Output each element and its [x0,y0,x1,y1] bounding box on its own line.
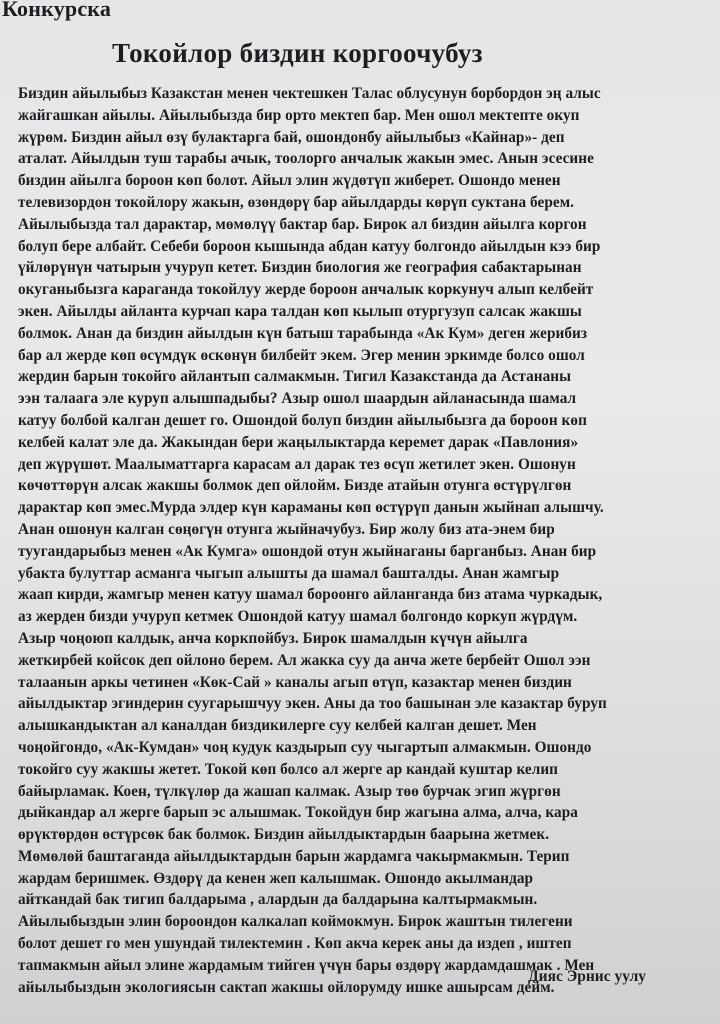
essay-body [18,83,718,998]
author-signature: Дияс Эрнис уулу [528,968,647,985]
body-line: экен. Айылды айланта курчап кара талдан көп кылып отургузуп салсак жакшы [18,302,582,320]
body-line: аз жерден бизди учуруп кетмек Ошондой катуу шамал болгондо коркуп жүрдүм. [18,608,578,626]
body-line: катуу болбой калган дешет го. Ошондой болуп биздин айылыбызга да бороон көп [18,411,587,429]
body-line: жеткирбей койсок деп ойлоно берем. Ал жакка суу да анча жете бербейт Ошол ээн [18,651,591,669]
body-line: Биздин айылыбыз Казакстан менен чектешкен Талас облусунун борбордон эң алыс [18,85,601,102]
body-line: болот дешет го мен ушундай тилектемин . Көп акча керек аны да издеп , иштеп [18,935,572,953]
body-line: Айылыбыздын элин бороондон калкалап коймокмун. Бирок жаштын тилегени [18,913,573,931]
body-line: убакта булуттар асманга чыгып алышты да шамал башталды. Анан жамгыр [18,564,560,582]
body-line: жаап кирди, жамгыр менен катуу шамал бороонго айланганда биз атама чуркадык, [18,586,603,604]
body-line: тапмакмын айыл элине жардамым тийген үчүн бары өздөрү жардамдашмак . Мен [18,956,595,974]
body-line: айылыбыздын экологиясын сактап жакшы ойлорумду ишке ашырсам дейм. [18,978,555,996]
body-line: алышкандыктан ал каналдан биздикилерге суу келбей калган дешет. Мен [18,717,537,735]
body-line: ээн талаага эле куруп алышпадыбы? Азыр ошол шаардын айланасында шамал [18,390,577,408]
body-line: айылдыктар эгиндерин суугарышчуу экен. Аны да тоо башынан эле казактар буруп [18,695,607,713]
body-line: дыйкандар ал жерге барып эс алышмак. Токойдун бир жагына алма, алча, кара [18,804,578,822]
body-line: Анан ошонун калган сөңөгүн отунга жыйначубуз. Бир жолу биз ата-энем бир [18,520,555,538]
body-line: жардам беришмек. Өздөрү да кенен жеп калышмак. Ошондо акылмандар [18,869,534,887]
body-line: туугандарыбыз менен «Ак Кумга» ошондой отун жыйнаганы барганбыз. Анан бир [18,542,597,560]
body-line: келбей калат эле да. Жакындан бери жаңылыктарда керемет дарак «Павлония» [18,433,579,451]
body-line: телевизордон токойлору жакын, өзөндөрү бар айылдарды көрүп суктана берем. [18,193,575,211]
body-line: жүрөм. Биздин айыл өзү булактарга бай, ошондонбу айылыбыз «Кайнар»- деп [18,128,565,146]
body-line: өрүктөрдөн өстүрсөк бак болмок. Биздин айылдыктардын баарына жетмек. [18,826,550,844]
body-line: Азыр чоңоюп калдык, анча коркпойбуз. Бирок шамалдын күчүн айылга [18,629,528,647]
body-line: токойго суу жакшы жетет. Токой көп болсо ал жерге ар кандай куштар келип [18,760,559,778]
body-line: үйлөрүнүн чатырын учуруп кетет. Биздин биология же география сабактарынан [18,259,582,277]
body-line: жайгашкан айылы. Айылыбызда бир орто мектеп бар. Мен ошол мектепте окуп [18,106,580,124]
body-line: дарактар көп эмес.Мурда элдер күн караманы көп өстүрүп данын жыйнап алышчу. [18,499,604,517]
body-line: болуп бере албайт. Себеби бороон кышында абдан катуу болгондо айылдын кээ бир [18,237,601,255]
essay-title: Токойлор биздин коргоочубуз [112,38,483,68]
body-line: деп жүрүшөт. Маалыматтарга карасам ал дарак тез өсүп жетилет экен. Ошонун [18,455,576,473]
body-line: байырламак. Коен, түлкүлөр да жашап калмак. Азыр төө бурчак эгип жүргөн [18,782,561,800]
body-line: Мөмөлөй баштаганда айылдыктардын барын жардамга чакырмакмын. Терип [18,847,570,865]
body-line: биздин айылга бороон көп болот. Айыл элин жүдөтүп жиберет. Ошондо менен [18,172,561,190]
body-line: аталат. Айылдын туш тарабы ачык, тоолорго анчалык жакын эмес. Анын эсесине [18,150,594,168]
body-line: жердин барын токойго айлантып салмакмын. Тигил Казакстанда да Астананы [18,368,572,386]
body-line: көчөттөрүн алсак жакшы болмок деп ойлойм. Бизде атайын отунга өстүрүлгөн [18,477,572,495]
body-line: талаанын аркы четинен «Көк-Сай » каналы агып өтүп, казактар менен биздин [18,673,572,691]
body-line: окуганыбызга караганда токойлуу жерде бороон анчалык коркунуч алып келбейт [18,281,594,299]
body-line: бар ал жерде көп өсүмдүк өскөнүн билбейт экем. Эгер менин эркимде болсо ошол [18,346,585,364]
body-line: чоңойгондо, «Ак-Кумдан» чоң кудук каздырып суу чыгартып алмакмын. Ошондо [18,738,592,756]
document-heading: Конкурска [2,0,112,21]
body-line: Айылыбызда тал дарактар, мөмөлүү бактар бар. Бирок ал биздин айылга коргон [18,215,587,233]
body-line: болмок. Анан да биздин айылдын күн батыш тарабында «Ак Кум» деген жерибиз [18,324,588,342]
body-line: айткандай бак тигип балдарыма , алардын да балдарына калтырмакмын. [18,891,538,909]
